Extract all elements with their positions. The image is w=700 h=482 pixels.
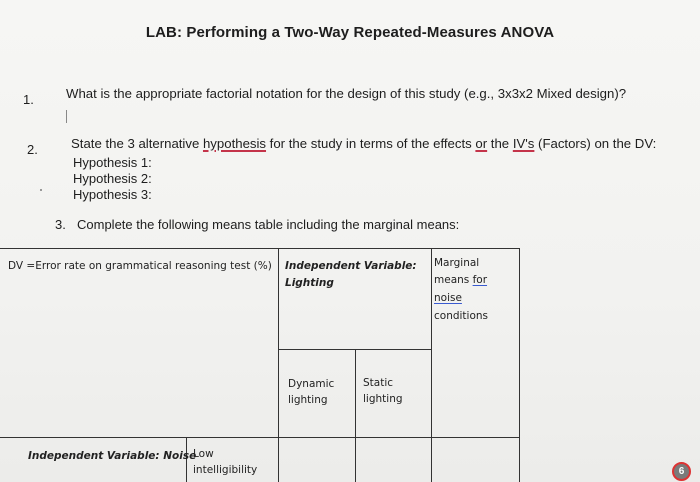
iv-lighting-label-line1: Independent Variable:: [285, 260, 417, 272]
question-2-text: [71, 136, 656, 151]
level-dynamic-line2: lighting: [288, 394, 328, 406]
marginal-for: for: [472, 274, 488, 286]
hypothesis-3: Hypothesis 3:: [73, 187, 152, 202]
marginal-label-line2: [434, 272, 487, 288]
level-static-line2: lighting: [363, 393, 403, 405]
hypothesis-1: Hypothesis 1:: [73, 155, 152, 170]
question-2-number: 2.: [27, 142, 38, 157]
marginal-label-line4: conditions: [434, 310, 489, 322]
table-rule-header: [0, 437, 520, 438]
q2-part-hypothesis: hypothesis: [202, 136, 267, 151]
noise-level-low-line1: Low: [193, 448, 214, 460]
q2-part-5: the: [487, 136, 513, 151]
q2-part-3: for the study in terms of the effects: [266, 136, 476, 151]
level-static-line1: Static: [363, 377, 394, 389]
q2-part-1: State the 3 alternative: [71, 136, 203, 151]
marginal-label-line3: noise: [434, 292, 462, 304]
q2-part-or: or: [475, 136, 488, 151]
table-rule-lighting: [279, 349, 431, 350]
table-divider-lighting: [355, 349, 356, 482]
text-cursor: [66, 110, 67, 123]
dv-label: DV =Error rate on grammatical reasoning test (%): [8, 260, 272, 272]
question-1-number: 1.: [23, 92, 34, 107]
marginal-means: means: [434, 274, 473, 286]
marginal-label-line1: Marginal: [434, 257, 480, 269]
q2-part-7: (Factors) on the DV:: [534, 136, 657, 151]
page-title: LAB: Performing a Two-Way Repeated-Measures ANOVA: [145, 24, 555, 41]
iv-lighting-label-line2: Lighting: [285, 277, 334, 289]
q2-part-ivs: IV's: [512, 136, 535, 151]
iv-noise-label: Independent Variable: Noise: [28, 450, 197, 462]
notification-badge[interactable]: 6: [672, 462, 691, 481]
hypothesis-2: Hypothesis 2:: [73, 171, 152, 186]
table-border-top: [0, 248, 520, 249]
level-dynamic-line1: Dynamic: [288, 378, 335, 390]
question-3-text: Complete the following means table including the marginal means:: [77, 217, 460, 232]
noise-level-low-line2: intelligibility: [193, 464, 258, 476]
stray-dot: [40, 189, 42, 191]
question-1-text: What is the appropriate factorial notation for the design of this study (e.g., 3x3x2 Mixed design)?: [66, 86, 627, 101]
question-3-number: 3.: [55, 217, 66, 232]
table-divider-dv: [278, 248, 279, 482]
table-border-right: [519, 248, 520, 482]
table-divider-marginal: [431, 248, 432, 482]
